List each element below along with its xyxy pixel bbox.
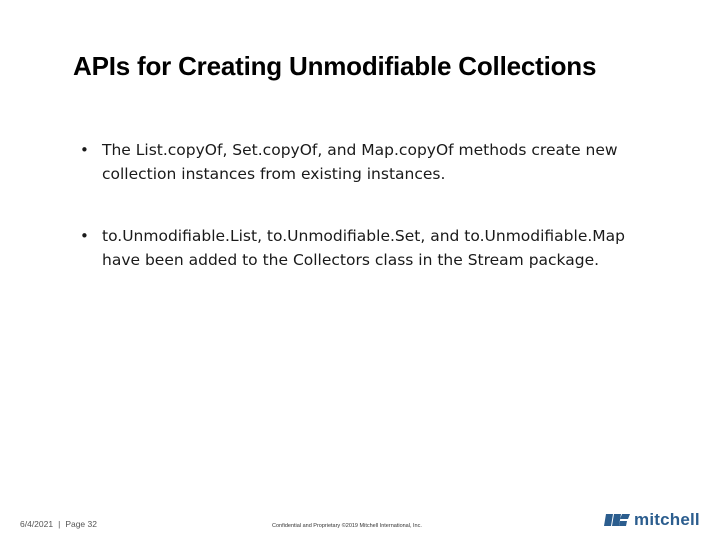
slide-title: APIs for Creating Unmodifiable Collections <box>73 51 597 81</box>
footer-page-number: Page 32 <box>65 519 97 529</box>
footer-confidential: Confidential and Proprietary ©2019 Mitchell International, Inc. <box>272 523 422 529</box>
bullet-list <box>80 138 660 310</box>
bullet-item <box>80 224 660 272</box>
footer-separator: | <box>58 519 61 529</box>
footer-date: 6/4/2021 <box>20 519 54 529</box>
bullet-text: to.Unmodifiable.List, to.Unmodifiable.Set, and to.Unmodifiable.Map have been added to the Collectors class in the Stream package. <box>102 227 625 269</box>
footer-date-page <box>20 519 97 529</box>
bullet-dot-icon: • <box>80 227 89 245</box>
mitchell-logo <box>604 508 700 532</box>
logo-text: mitchell <box>634 510 700 529</box>
bullet-text: The List.copyOf, Set.copyOf, and Map.copyOf methods create new collection instances from existing instances. <box>102 141 618 183</box>
bullet-item <box>80 138 660 186</box>
bullet-dot-icon: • <box>80 141 89 159</box>
mitchell-logo-icon <box>604 512 630 528</box>
